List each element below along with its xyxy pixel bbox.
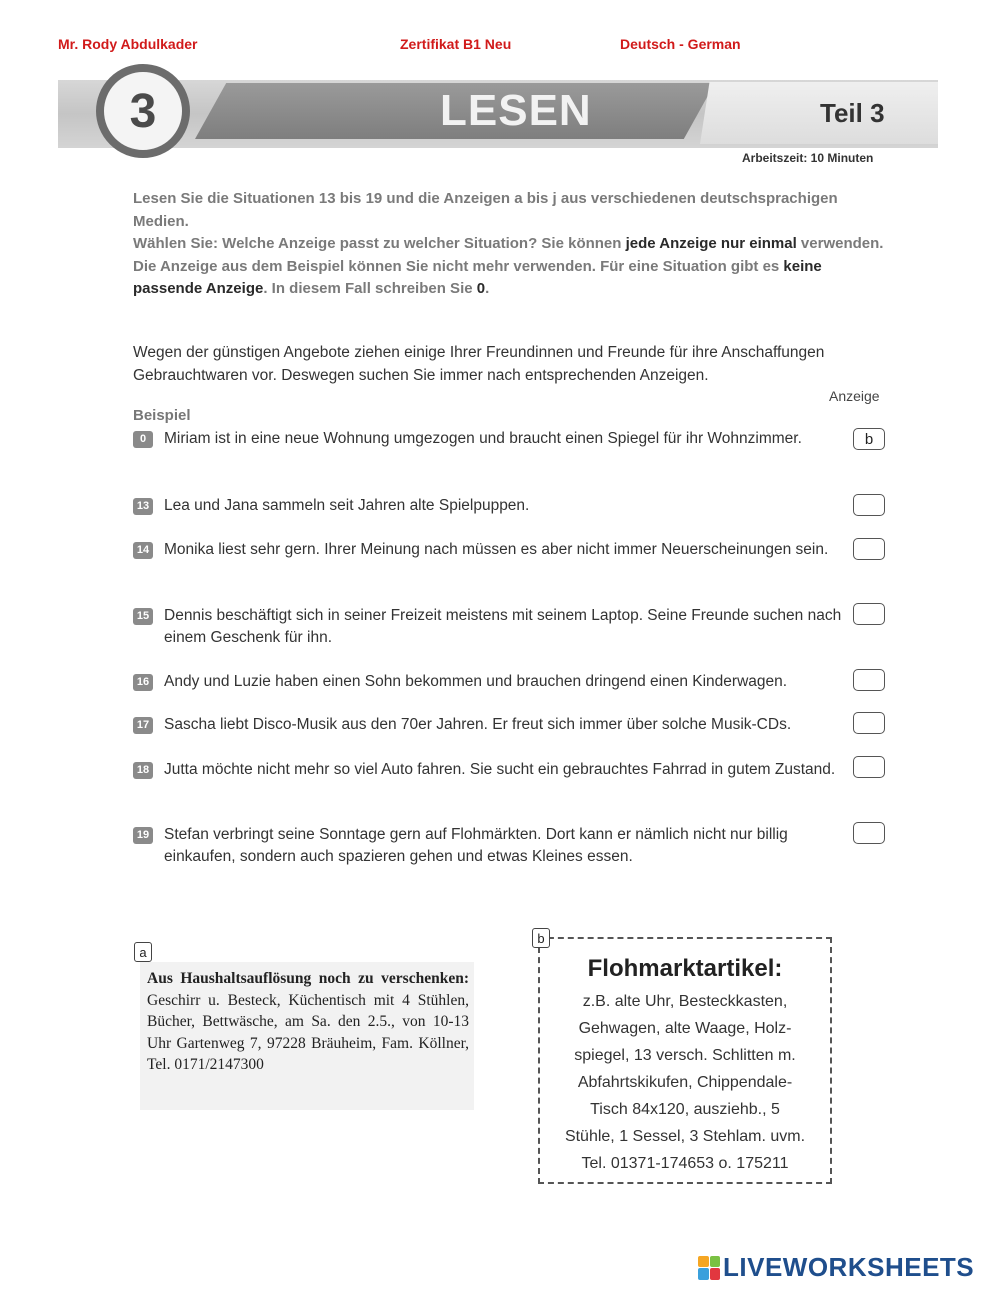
logo-text: LIVEWORKSHEETS bbox=[723, 1252, 975, 1282]
item-number: 18 bbox=[133, 762, 153, 779]
answer-box-18[interactable] bbox=[853, 756, 885, 778]
situation-15 bbox=[133, 605, 863, 648]
language-label: Deutsch - German bbox=[620, 36, 741, 52]
answer-box-15[interactable] bbox=[853, 603, 885, 625]
ad-b-line: Tel. 01371-174653 o. 175211 bbox=[581, 1155, 789, 1172]
ad-a-heading: Aus Haushaltsauflösung noch zu verschenken: bbox=[147, 970, 469, 987]
ad-b-line: spiegel, 13 versch. Schlitten m. bbox=[574, 1047, 796, 1064]
item-number: 15 bbox=[133, 608, 153, 625]
logo-square bbox=[710, 1268, 721, 1280]
answer-box-16[interactable] bbox=[853, 669, 885, 691]
instruction-3-end: . bbox=[485, 280, 490, 297]
item-number: 17 bbox=[133, 717, 153, 734]
item-number: 19 bbox=[133, 827, 153, 844]
instructions bbox=[133, 188, 888, 301]
author-name: Mr. Rody Abdulkader bbox=[58, 36, 198, 52]
liveworksheets-icon bbox=[698, 1256, 720, 1280]
item-number: 13 bbox=[133, 498, 153, 515]
instruction-3 bbox=[133, 256, 888, 301]
instruction-3-mid: . In diesem Fall schreiben Sie bbox=[263, 280, 477, 297]
item-number: 0 bbox=[133, 431, 153, 448]
situation-16 bbox=[133, 671, 848, 693]
logo-square bbox=[698, 1256, 709, 1268]
example-label: Beispiel bbox=[133, 407, 191, 424]
item-text: Dennis beschäftigt sich in seiner Freizeit meistens mit seinem Laptop. Seine Freunde suchen nach einem Geschenk für ihn. bbox=[164, 607, 842, 646]
ad-b-line: Stühle, 1 Sessel, 3 Stehlam. uvm. bbox=[564, 1128, 806, 1145]
ad-b-title: Flohmarktartikel: bbox=[587, 955, 783, 982]
instruction-2-emphasis: jede Anzeige nur einmal bbox=[625, 235, 797, 252]
item-text: Monika liest sehr gern. Ihrer Meinung nach müssen es aber nicht immer Neuerscheinungen sein. bbox=[164, 541, 829, 558]
instruction-2 bbox=[133, 233, 888, 256]
logo-square bbox=[710, 1256, 721, 1268]
banner-part-panel bbox=[700, 82, 938, 144]
ad-b-line: Gehwagen, alte Waage, Holz- bbox=[578, 1020, 792, 1037]
answer-box-13[interactable] bbox=[853, 494, 885, 516]
course-name: Zertifikat B1 Neu bbox=[400, 36, 512, 52]
liveworksheets-logo[interactable] bbox=[698, 1252, 974, 1283]
instruction-1: Lesen Sie die Situationen 13 bis 19 und die Anzeigen a bis j aus verschiedenen deutschsprachigen Medien. bbox=[133, 190, 838, 230]
part-label: Teil 3 bbox=[820, 98, 885, 128]
item-number: 14 bbox=[133, 542, 153, 559]
answer-box-14[interactable] bbox=[853, 538, 885, 560]
intro-text: Wegen der günstigen Angebote ziehen einige Ihrer Freundinnen und Freunde für ihre Anschaffungen Gebrauchtwaren vor. Deswegen suchen Sie immer nach entsprechenden Anzeigen. bbox=[133, 344, 825, 384]
logo-square bbox=[698, 1268, 709, 1280]
section-number-badge: 3 bbox=[96, 64, 190, 158]
ad-a-text bbox=[147, 968, 469, 1076]
item-text: Lea und Jana sammeln seit Jahren alte Spielpuppen. bbox=[164, 497, 530, 514]
instruction-3-emphasis: keine passende Anzeige bbox=[133, 257, 822, 297]
situation-18 bbox=[133, 759, 863, 781]
item-text: Miriam ist in eine neue Wohnung umgezogen und braucht einen Spiegel für ihr Wohnzimmer. bbox=[164, 430, 802, 447]
ad-a-body: Geschirr u. Besteck, Küchentisch mit 4 Stühlen, Bücher, Bettwäsche, am Sa. den 2.5., von 10-13 Uhr Gartenweg 7, 97228 Bräuheim, Fam. Köllner, Tel. 0171/2147300 bbox=[147, 991, 469, 1073]
instruction-3-zero: 0 bbox=[476, 280, 486, 297]
answer-box-17[interactable] bbox=[853, 712, 885, 734]
ad-b-line: Abfahrtskikufen, Chippendale- bbox=[577, 1074, 793, 1091]
item-number: 16 bbox=[133, 674, 153, 691]
ad-b-tag: b bbox=[532, 928, 550, 948]
time-limit: Arbeitszeit: 10 Minuten bbox=[742, 151, 874, 165]
situation-14 bbox=[133, 539, 863, 561]
ad-b-line: Tisch 84x120, ausziehb., 5 bbox=[590, 1101, 780, 1118]
situation-17 bbox=[133, 714, 848, 736]
ad-b-line: z.B. alte Uhr, Besteckkasten, bbox=[582, 993, 788, 1010]
item-text: Jutta möchte nicht mehr so viel Auto fahren. Sie sucht ein gebrauchtes Fahrrad in gutem Zustand. bbox=[164, 761, 836, 778]
example-answer-box: b bbox=[853, 428, 885, 450]
instruction-3-text: Die Anzeige aus dem Beispiel können Sie nicht mehr verwenden. Für eine Situation gibt es bbox=[133, 257, 784, 275]
item-text: Andy und Luzie haben einen Sohn bekommen und brauchen dringend einen Kinderwagen. bbox=[164, 673, 788, 690]
situation-19 bbox=[133, 824, 863, 867]
item-text: Sascha liebt Disco-Musik aus den 70er Jahren. Er freut sich immer über solche Musik-CDs. bbox=[164, 716, 792, 733]
situation-13 bbox=[133, 495, 863, 517]
item-text: Stefan verbringt seine Sonntage gern auf Flohmärkten. Dort kann er nämlich nicht nur billig einkaufen, sondern auch spazieren gehen und etwas Kleines essen. bbox=[164, 826, 788, 865]
instruction-2-end: verwenden. bbox=[796, 235, 884, 252]
example-item bbox=[133, 428, 863, 450]
instruction-2-text: Wählen Sie: Welche Anzeige passt zu welcher Situation? Sie können bbox=[133, 235, 626, 252]
answer-column-header: Anzeige bbox=[829, 388, 880, 404]
ad-a-tag: a bbox=[134, 942, 152, 962]
section-title: LESEN bbox=[440, 86, 592, 135]
answer-box-19[interactable] bbox=[853, 822, 885, 844]
ad-b-text bbox=[540, 988, 830, 1177]
